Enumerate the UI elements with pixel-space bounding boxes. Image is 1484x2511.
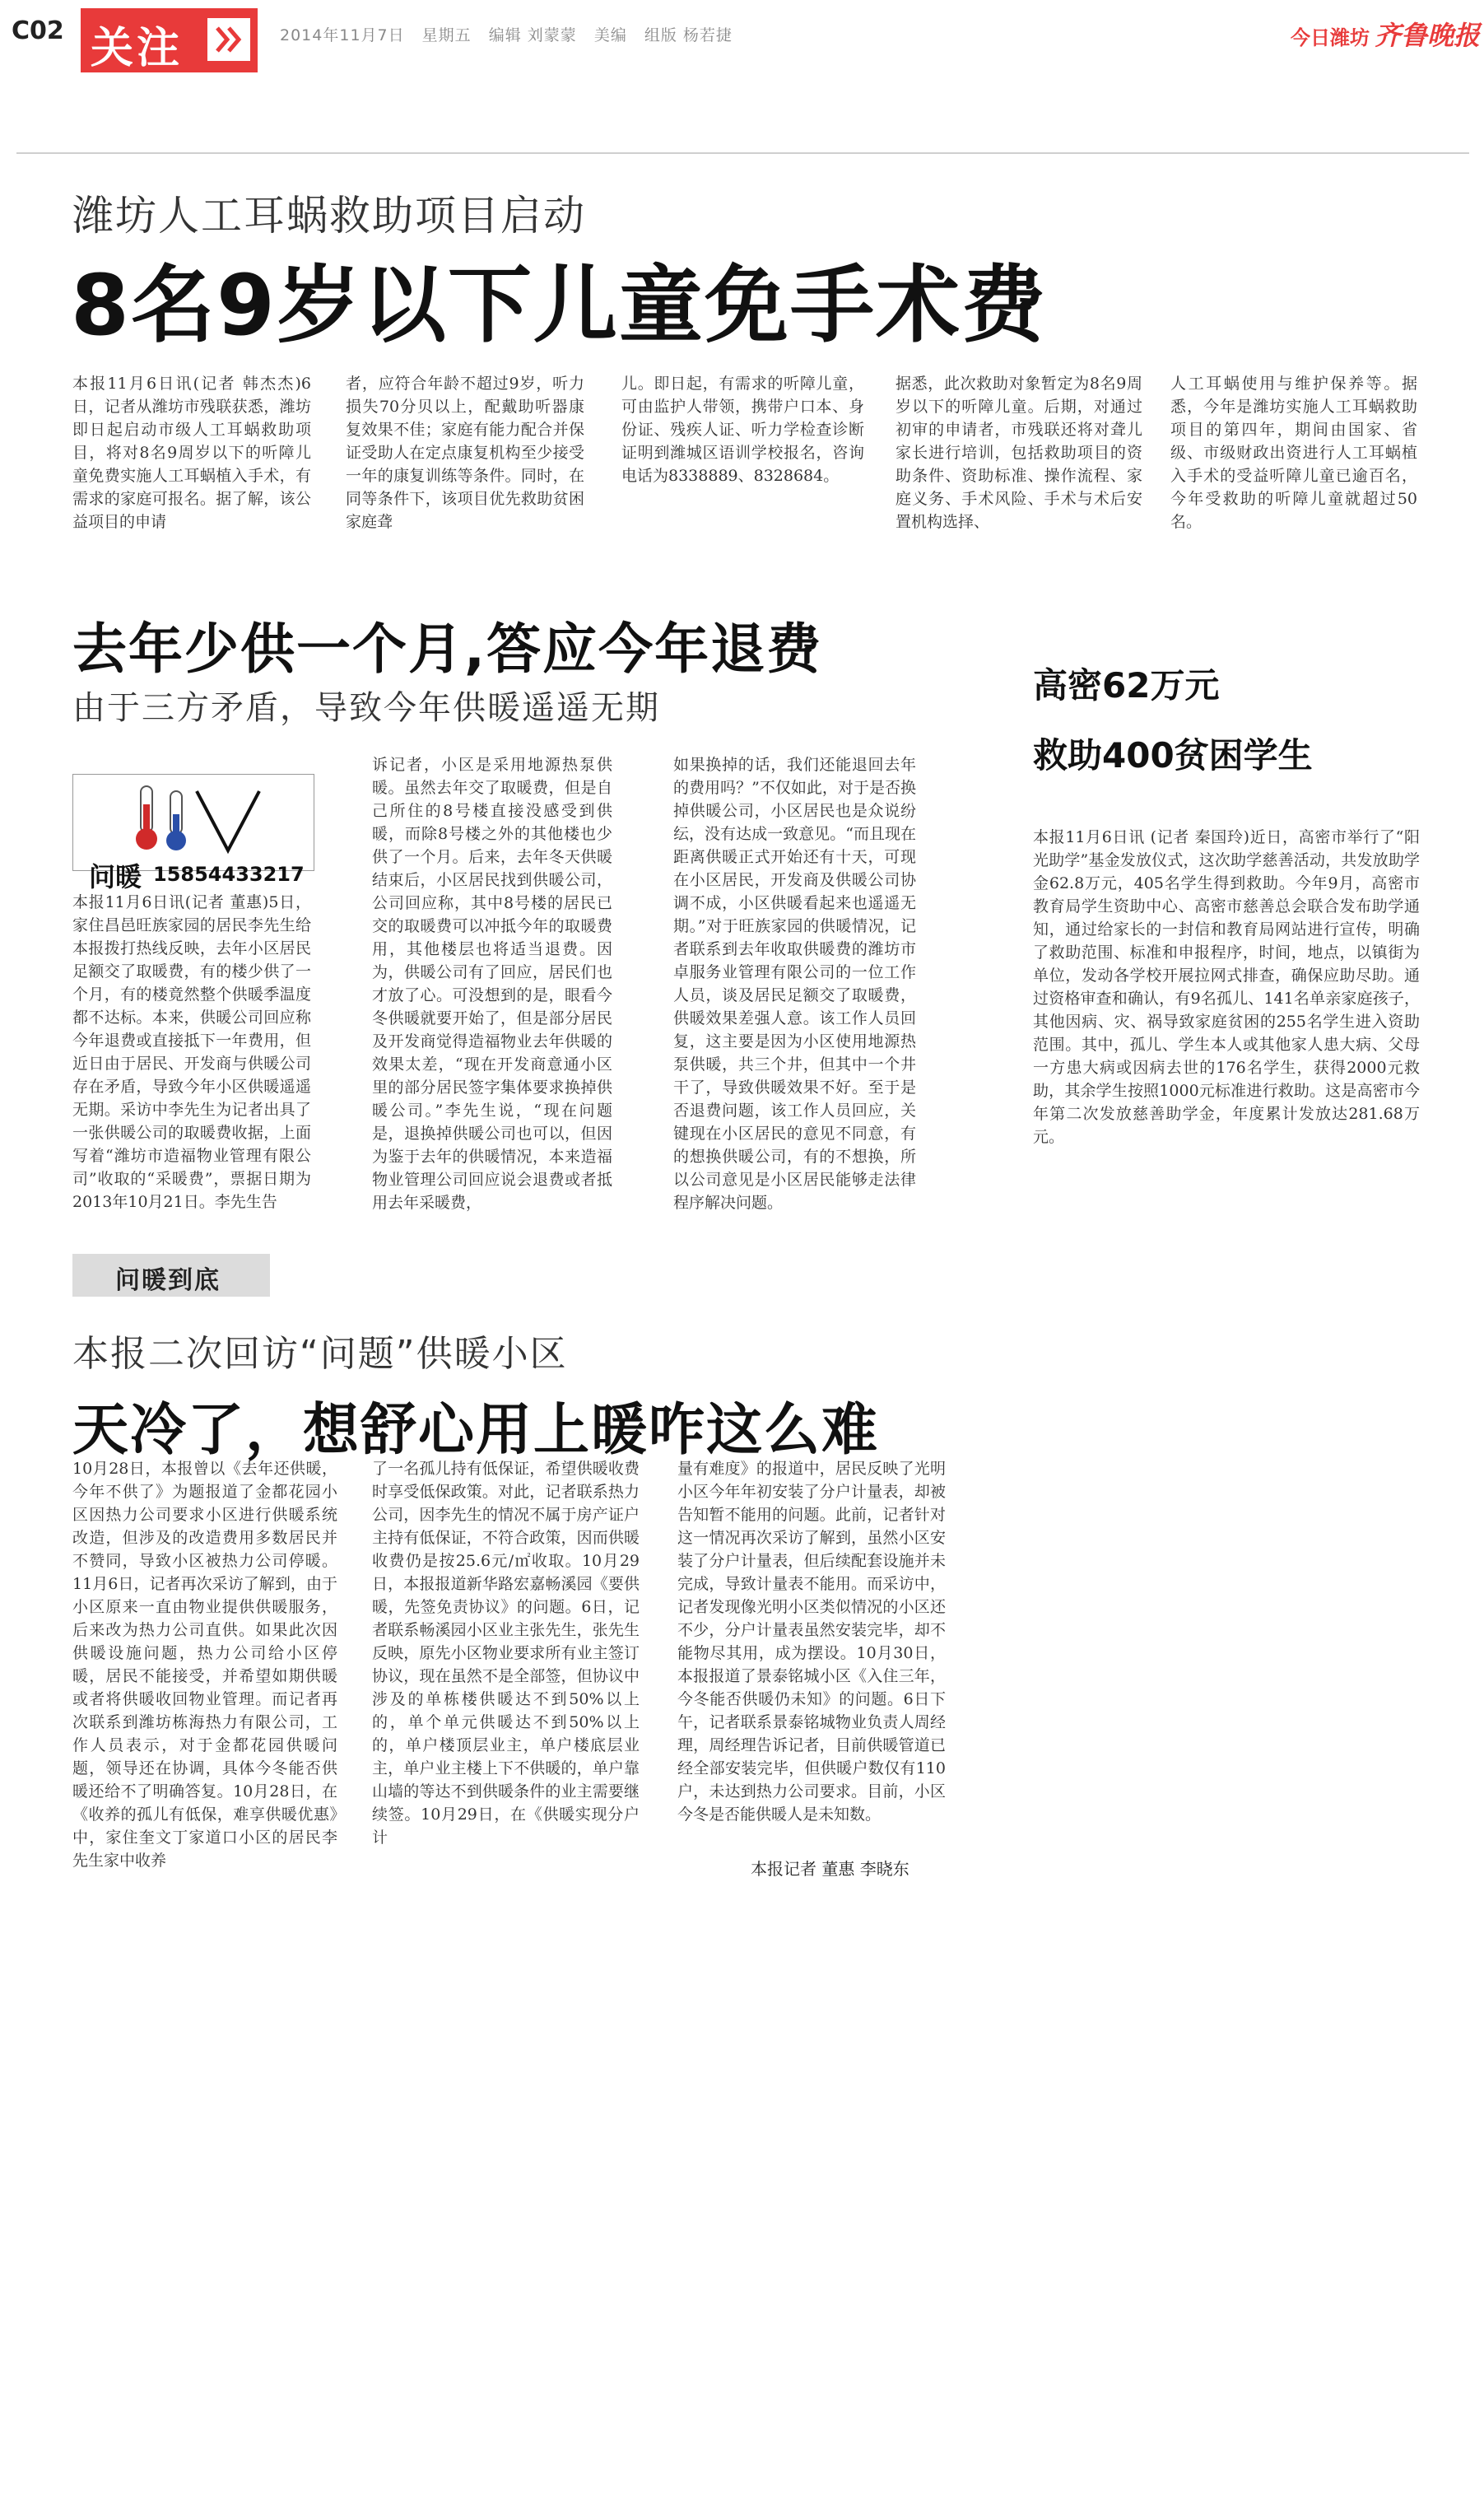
issue-info	[280, 23, 744, 45]
issue-weekday: 星期五	[421, 26, 472, 44]
story1-column-4: 据悉，此次救助对象暂定为8名9周岁以下的听障儿童。后期，对通过初审的申请者，市残联还将对聋儿家长进行培训，包括救助项目的资助条件、资助标准、操作流程、家庭义务、手术风险、手术与术后安置机构选择、	[896, 375, 1142, 531]
page-number: C02	[12, 16, 64, 45]
story1-headline: 8名9岁以下儿童免手术费	[71, 257, 1047, 355]
story1-column-5: 人工耳蜗使用与维护保养等。据悉，今年是潍坊实施人工耳蜗救助项目的第四年，期间由国家、省级、市级财政出资进行人工耳蜗植入手术的受益听障儿童已逾百名，今年受救助的听障儿童就超过50名。	[1170, 375, 1417, 531]
edition-label: 今日潍坊	[1291, 26, 1370, 49]
masthead-divider	[16, 152, 1469, 154]
story1-kicker: 潍坊人工耳蜗救助项目启动	[72, 192, 586, 240]
story1-column-2: 者，应符合年龄不超过9岁，听力损失70分贝以上，配戴助听器康复效果不佳；家庭有能力配合并保证受助人在定点康复机构至少接受一年的康复训练等条件。同时，在同等条件下，该项目优先救助贫困家庭聋	[346, 375, 584, 531]
story2-column-2: 诉记者，小区是采用地源热泵供暖。虽然去年交了取暖费，但是自己所住的8号楼直接没感受到供暖，而除8号楼之外的其他楼也少供了一个月。后来，去年冬天供暖结束后，小区居民找到供暖公司，公司回应称，其中8号楼的居民已交的取暖费可以冲抵今年的取暖费用，其他楼层也将适当退费。因为，供暖公司有了回应，居民们也才放了心。可没想到的是，眼看今冬供暖就要开始了，但是部分居民及开发商觉得造福物业去年供暖的效果太差，“现在开发商意通小区里的部分居民签字集体要求换掉供暖公司。”李先生说，“现在问题是，退换掉供暖公司也可以，但因为鉴于去年的供暖情况，本来造福物业管理公司回应说会退费或者抵用去年采暖费，	[372, 756, 612, 1212]
story2-headline: 去年少供一个月,答应今年退费	[72, 617, 823, 681]
hotline-label: 问暖	[89, 861, 142, 892]
story1-column-1: 本报11月6日讯(记者 韩杰杰)6日，记者从潍坊市残联获悉，潍坊即日起启动市级人工耳蜗救助项目，将对8名9周岁以下的听障儿童免费实施人工耳蜗植入手术，有需求的家庭可报名。据了解，该公益项目的申请	[72, 375, 311, 531]
hotline-phone: 15854433217	[153, 863, 305, 886]
story3-byline: 本报记者 董惠 李晓东	[751, 1859, 909, 1879]
section-title: 关注	[91, 24, 184, 73]
double-chevron-icon	[207, 18, 250, 61]
story2-subhead: 由于三方矛盾，导致今年供暖遥遥无期	[72, 689, 660, 727]
story2-column-3: 如果换掉的话，我们还能退回去年的费用吗？”不仅如此，对于是否换掉供暖公司，小区居民也是众说纷纭，没有达成一致意见。“而且现在距离供暖正式开始还有十天，可现在小区居民，开发商及供暖公司协调不成，小区供暖看起来也遥遥无期。”对于旺族家园的供暖情况，记者联系到去年收取供暖费的潍坊市卓服务业管理有限公司的一位工作人员，谈及居民足额交了取暖费，供暖效果差强人意。该工作人员回复，这主要是因为小区使用地源热泵供暖，共三个井，但其中一个井干了，导致供暖效果不好。至于是否退费问题，该工作人员回应，关键现在小区居民的意见不同意，有的想换供暖公司，有的不想换，所以公司意见是小区居民能够走法律程序解决问题。	[673, 756, 916, 1212]
story1-column-3: 儿。即日起，有需求的听障儿童，可由监护人带领，携带户口本、身份证、残疾人证、听力学检查诊断证明到潍城区语训学校报名，咨询电话为8338889、8328684。	[621, 375, 864, 485]
story3-column-2: 了一名孤儿持有低保证，希望供暖收费时享受低保政策。对此，记者联系热力公司，因李先生的情况不属于房产证户主持有低保证，不符合政策，因而供暖收费仍是按25.6元/㎡收取。10月29日，本报报道新华路宏嘉畅溪园《要供暖，先签免责协议》的问题。6日，记者联系畅溪园小区业主张先生，张先生反映，原先小区物业要求所有业主签订协议，现在虽然不是全部签，但协议中涉及的单栋楼供暖达不到50%以上的，单个单元供暖达不到50%以上的，单户楼顶层业主，单户楼底层业主，单户业主楼上下不供暖的，单户靠山墙的等达不到供暖条件的业主需要继续签。10月29日，在《供暖实现分户计	[372, 1460, 640, 1847]
paper-logo: 齐鲁晚报	[1375, 20, 1481, 51]
layout-credit: 组版 杨若捷	[644, 26, 733, 44]
story3-tag: 问暖到底	[115, 1266, 221, 1295]
story3-headline: 天冷了，想舒心用上暖咋这么难	[72, 1398, 880, 1463]
designer-credit: 美编	[593, 26, 627, 44]
hotline-logo	[72, 774, 311, 897]
editor-credit: 编辑 刘蒙蒙	[488, 26, 577, 44]
issue-date: 2014年11月7日	[280, 26, 405, 44]
side-story-body: 本报11月6日讯 (记者 秦国玲)近日，高密市举行了“阳光助学”基金发放仪式，这次助学慈善活动，共发放助学金62.8万元，405名学生得到救助。今年9月，高密市教育局学生资助中心、高密市慈善总会联合发布助学通知，通过给家长的一封信和教育局网站进行宣传，明确了救助范围、标准和申报程序，时间，地点，以镇街为单位，发动各学校开展拉网式排查，确保应助尽助。通过资格审查和确认，有9名孤儿、141名单亲家庭孩子，其他因病、灾、祸导致家庭贫困的255名学生进入资助范围。其中，孤儿、学生本人或其他家人患大病、父母一方患大病或因病去世的176名学生，获得2000元救助，其余学生按照1000元标准进行救助。这是高密市今年第二次发放慈善助学金，年度累计发放达281.68万元。	[1033, 828, 1420, 1146]
story3-column-3: 量有难度》的报道中，居民反映了光明小区今年年初安装了分户计量表，却被告知暂不能用的问题。此前，记者针对这一情况再次采访了解到，虽然小区安装了分户计量表，但后续配套设施并未完成，导致计量表不能用。而采访中，记者发现像光明小区类似情况的小区还不少，分户计量表虽然安装完毕，却不能物尽其用，成为摆设。10月30日，本报报道了景泰铭城小区《入住三年，今冬能否供暖仍未知》的问题。6日下午，记者联系景泰铭城物业负责人周经理，周经理告诉记者，目前供暖管道已经全部安装完毕，但供暖户数仅有110户，未达到热力公司要求。目前，小区今冬是否能供暖人是未知数。	[677, 1460, 946, 1824]
story3-column-1: 10月28日，本报曾以《去年还供暖，今年不供了》为题报道了金都花园小区因热力公司要求小区进行供暖系统改造，但涉及的改造费用多数居民并不赞同，导致小区被热力公司停暖。11月6日，记者再次采访了解到，由于小区原来一直由物业提供供暖服务，后来改为热力公司直供。如果此次因供暖设施问题，热力公司给小区停暖，居民不能接受，并希望如期供暖或者将供暖收回物业管理。而记者再次联系到潍坊栋海热力有限公司，工作人员表示，对于金都花园供暖问题，领导还在协调，具体今冬能否供暖还给不了明确答复。10月28日，在《收养的孤儿有低保，难享供暖优惠》中，家住奎文丁家道口小区的居民李先生家中收养	[72, 1460, 337, 1870]
story3-kicker: 本报二次回访“问题”供暖小区	[72, 1333, 568, 1375]
masthead	[0, 0, 1484, 82]
story2-column-1: 本报11月6日讯(记者 董惠)5日，家住昌邑旺族家园的居民李先生给本报拨打热线反映，去年小区居民足额交了取暖费，有的楼少供了一个月，有的楼竟然整个供暖季温度都不达标。本来，供暖公司回应称今年退费或直接抵下一年费用，但近日由于居民、开发商与供暖公司存在矛盾，导致今年小区供暖遥遥无期。采访中李先生为记者出具了一张供暖公司的取暖费收据，上面写着“潍坊市造福物业管理有限公司”收取的“采暖费”，票据日期为2013年10月21日。李先生告	[72, 893, 311, 1211]
side-story-headline-1: 高密62万元	[1033, 665, 1220, 706]
side-story-headline-2: 救助400贫困学生	[1033, 735, 1313, 776]
